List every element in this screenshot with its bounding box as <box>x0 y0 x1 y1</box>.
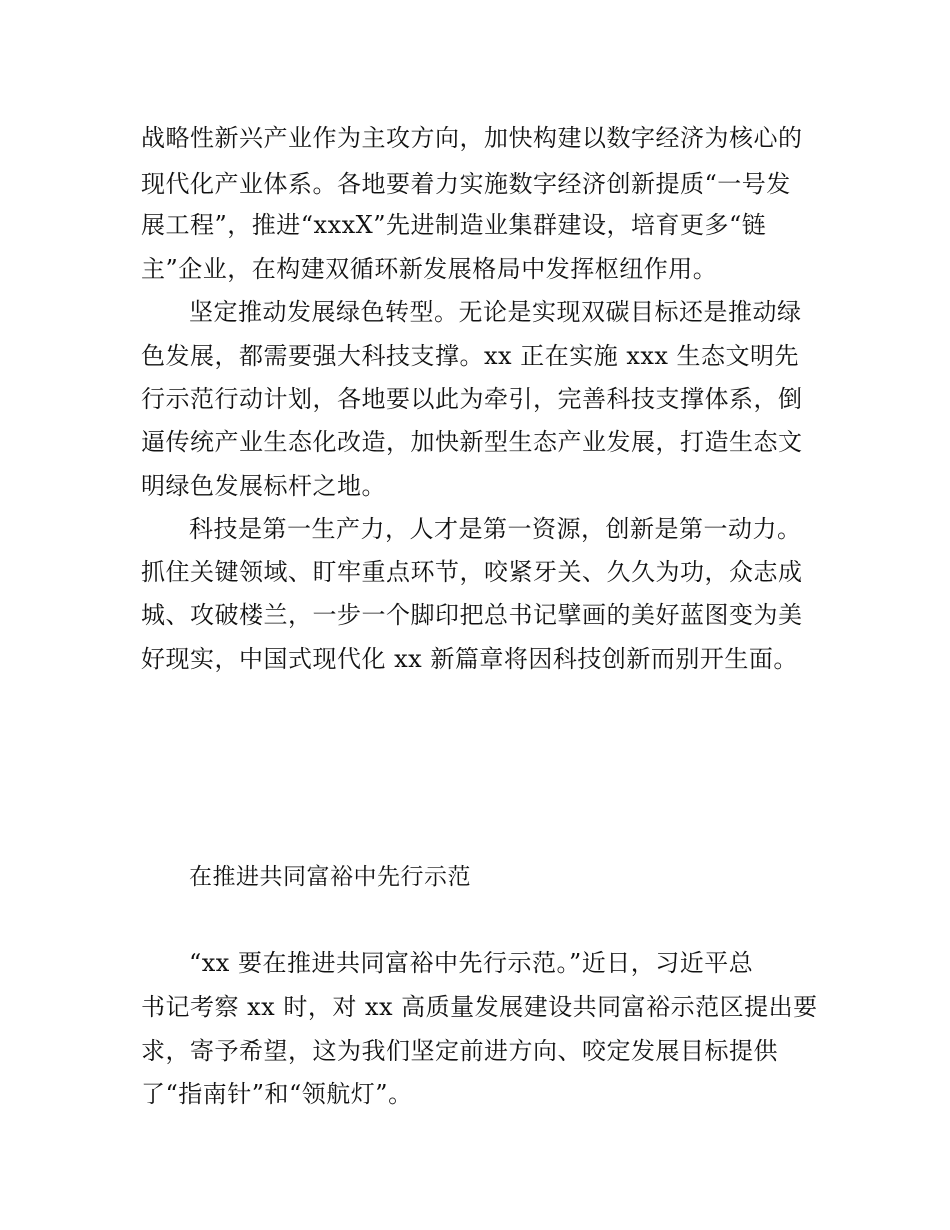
paragraph-line: 城、攻破楼兰，一步一个脚印把总书记擘画的美好蓝图变为美 <box>141 601 803 629</box>
paragraph-line: 坚定推动发展绿色转型。无论是实现双碳目标还是推动绿 <box>189 298 802 326</box>
paragraph-line: 抓住关键领域、盯牢重点环节，咬紧牙关、久久为功，众志成 <box>141 558 803 586</box>
paragraph-line: 行示范行动计划，各地要以此为牵引，完善科技支撑体系，倒 <box>141 385 803 413</box>
paragraph-line: 主”企业，在构建双循环新发展格局中发挥枢纽作用。 <box>141 255 718 283</box>
paragraph-line: “xx 要在推进共同富裕中先行示范。”近日，习近平总 <box>189 949 754 977</box>
paragraph-line: 书记考察 xx 时，对 xx 高质量发展建设共同富裕示范区提出要 <box>141 993 818 1021</box>
paragraph-line: 展工程”，推进“xxxX”先进制造业集群建设，培育更多“链 <box>141 211 767 239</box>
paragraph-line: 明绿色发展标杆之地。 <box>141 472 386 500</box>
section-heading: 在推进共同富裕中先行示范 <box>189 864 471 890</box>
paragraph-line: 好现实，中国式现代化 xx 新篇章将因科技创新而别开生面。 <box>141 645 798 673</box>
paragraph-line: 求，寄予希望，这为我们坚定前进方向、咬定发展目标提供 <box>141 1037 778 1065</box>
paragraph-line: 色发展，都需要强大科技支撑。xx 正在实施 xxx 生态文明先 <box>141 342 800 370</box>
paragraph-line: 逼传统产业生态化改造，加快新型生态产业发展，打造生态文 <box>141 428 803 456</box>
paragraph-line: 了“指南针”和“领航灯”。 <box>141 1080 413 1108</box>
paragraph-line: 现代化产业体系。各地要着力实施数字经济创新提质“一号发 <box>141 170 791 198</box>
paragraph-line: 科技是第一生产力，人才是第一资源，创新是第一动力。 <box>189 515 802 543</box>
paragraph-line: 战略性新兴产业作为主攻方向，加快构建以数字经济为核心的 <box>141 124 803 152</box>
